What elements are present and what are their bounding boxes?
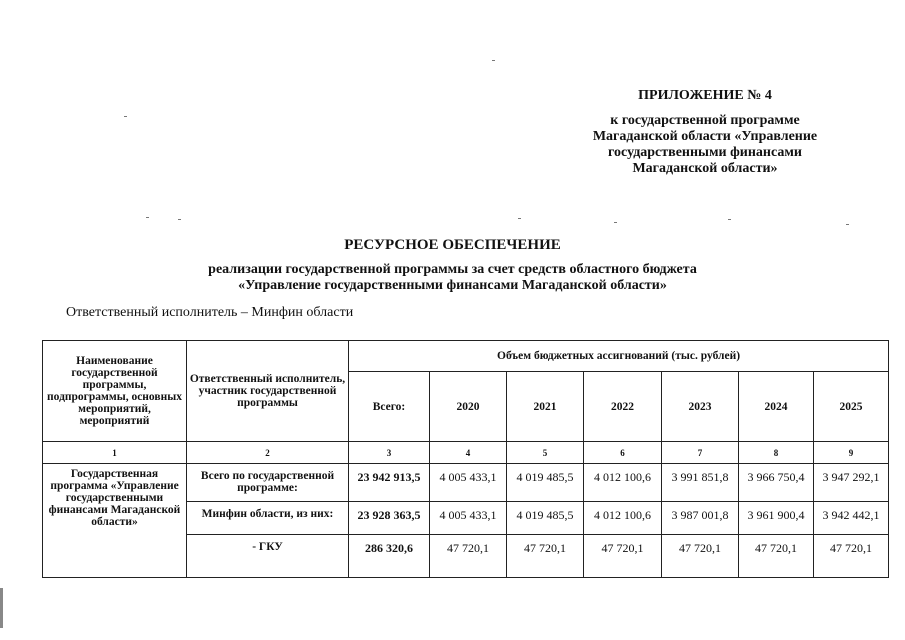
value-cell: 3 942 442,1 (814, 502, 889, 535)
value-cell: 4 012 100,6 (584, 502, 662, 535)
appendix-line: Магаданской области» (632, 161, 778, 176)
row-label: - ГКУ (187, 535, 349, 578)
value-cell: 4 019 485,5 (507, 464, 584, 502)
header-total: Всего: (349, 372, 430, 442)
header-responsible-executor: Ответственный исполнитель, участник государственной программы (187, 341, 349, 442)
header-program-name: Наименование государственной программы, подпрограммы, основных мероприятий, мероприятий (43, 341, 187, 442)
value-cell: 3 966 750,4 (739, 464, 814, 502)
row-label: Всего по государственной программе: (187, 464, 349, 502)
scan-speck (846, 224, 849, 225)
row-label: Минфин области, из них: (187, 502, 349, 535)
header-year: 2020 (430, 372, 507, 442)
scan-speck (728, 219, 731, 220)
value-cell: 4 005 433,1 (430, 464, 507, 502)
column-number: 5 (507, 442, 584, 464)
scan-speck (614, 222, 617, 223)
scan-speck (146, 217, 149, 218)
column-number: 9 (814, 442, 889, 464)
value-cell: 3 947 292,1 (814, 464, 889, 502)
value-cell: 3 987 001,8 (662, 502, 739, 535)
header-year: 2023 (662, 372, 739, 442)
value-cell: 47 720,1 (662, 535, 739, 578)
value-cell: 47 720,1 (584, 535, 662, 578)
column-number: 3 (349, 442, 430, 464)
appendix-block (555, 88, 855, 177)
column-number: 7 (662, 442, 739, 464)
column-number: 1 (43, 442, 187, 464)
table-row (43, 464, 889, 502)
scan-edge-shadow (0, 588, 3, 628)
value-cell: 3 961 900,4 (739, 502, 814, 535)
header-budget-allocations: Объем бюджетных ассигнований (тыс. рублей) (349, 341, 889, 372)
header-year: 2025 (814, 372, 889, 442)
scan-speck (492, 60, 495, 61)
scan-speck (518, 218, 521, 219)
total-cell: 286 320,6 (349, 535, 430, 578)
value-cell: 3 991 851,8 (662, 464, 739, 502)
value-cell: 4 005 433,1 (430, 502, 507, 535)
responsible-executor: Ответственный исполнитель – Минфин области (66, 305, 354, 320)
column-number: 4 (430, 442, 507, 464)
header-year: 2024 (739, 372, 814, 442)
appendix-line: к государственной программе (610, 113, 800, 128)
appendix-title: ПРИЛОЖЕНИЕ № 4 (638, 88, 772, 103)
subtitle-line: «Управление государственными финансами Магаданской области» (238, 278, 667, 293)
document-subtitle (0, 262, 905, 294)
value-cell: 4 012 100,6 (584, 464, 662, 502)
appendix-line: государственными финансами (608, 145, 802, 160)
subtitle-line: реализации государственной программы за счет средств областного бюджета (208, 262, 697, 277)
program-name-cell: Государственная программа «Управление государственными финансами Магаданской области» (43, 464, 187, 578)
total-cell: 23 942 913,5 (349, 464, 430, 502)
value-cell: 47 720,1 (814, 535, 889, 578)
value-cell: 47 720,1 (739, 535, 814, 578)
scan-speck (124, 116, 127, 117)
total-cell: 23 928 363,5 (349, 502, 430, 535)
value-cell: 47 720,1 (430, 535, 507, 578)
budget-table (42, 340, 889, 578)
appendix-line: Магаданской области «Управление (592, 129, 818, 144)
header-year: 2021 (507, 372, 584, 442)
value-cell: 4 019 485,5 (507, 502, 584, 535)
column-number: 2 (187, 442, 349, 464)
value-cell: 47 720,1 (507, 535, 584, 578)
column-number: 8 (739, 442, 814, 464)
document-title: РЕСУРСНОЕ ОБЕСПЕЧЕНИЕ (344, 237, 561, 253)
header-year: 2022 (584, 372, 662, 442)
column-number: 6 (584, 442, 662, 464)
scan-speck (178, 219, 181, 220)
